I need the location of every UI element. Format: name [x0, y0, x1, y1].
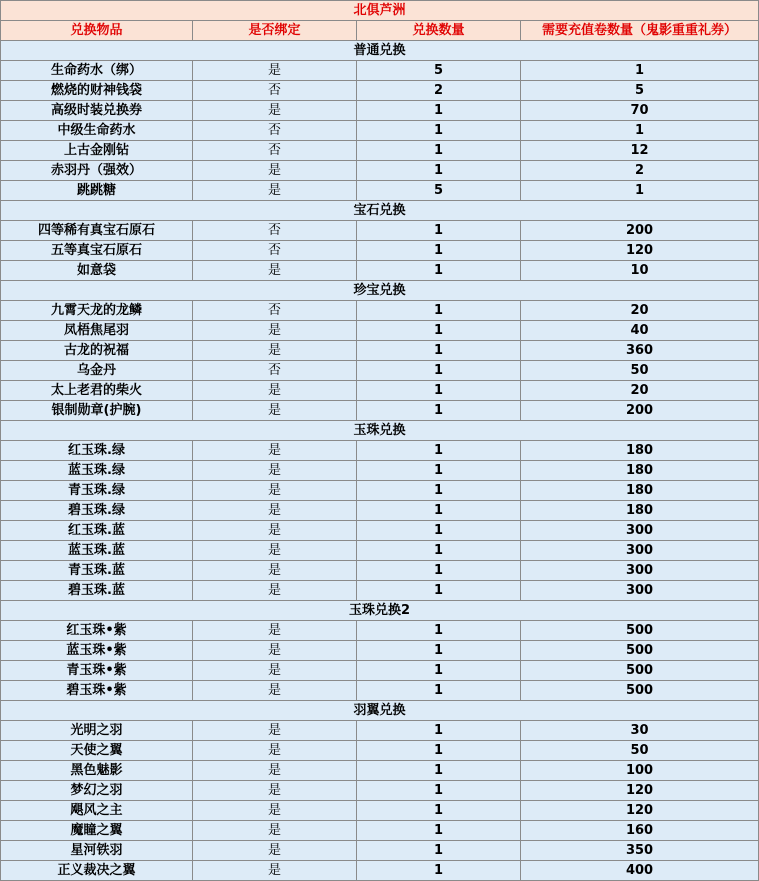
section-title: 宝石兑换 [1, 201, 759, 221]
exchange-quantity: 1 [357, 481, 521, 501]
exchange-quantity: 1 [357, 761, 521, 781]
voucher-cost: 200 [521, 401, 759, 421]
exchange-quantity: 1 [357, 841, 521, 861]
table-row [1, 661, 759, 681]
section-title: 玉珠兑换 [1, 421, 759, 441]
table-header-row [1, 21, 759, 41]
exchange-quantity: 1 [357, 261, 521, 281]
is-bound: 是 [193, 521, 357, 541]
table-row [1, 761, 759, 781]
exchange-quantity: 1 [357, 401, 521, 421]
exchange-quantity: 1 [357, 241, 521, 261]
table-row [1, 581, 759, 601]
table-row [1, 521, 759, 541]
voucher-cost: 300 [521, 561, 759, 581]
item-name: 蓝玉珠.蓝 [1, 541, 193, 561]
table-row [1, 241, 759, 261]
voucher-cost: 120 [521, 781, 759, 801]
section-row [1, 701, 759, 721]
table-row [1, 821, 759, 841]
table-row [1, 121, 759, 141]
item-name: 飓风之主 [1, 801, 193, 821]
is-bound: 否 [193, 361, 357, 381]
item-name: 中级生命药水 [1, 121, 193, 141]
table-row [1, 101, 759, 121]
exchange-quantity: 1 [357, 781, 521, 801]
voucher-cost: 1 [521, 61, 759, 81]
item-name: 凤梧焦尾羽 [1, 321, 193, 341]
voucher-cost: 2 [521, 161, 759, 181]
exchange-quantity: 1 [357, 561, 521, 581]
voucher-cost: 500 [521, 621, 759, 641]
voucher-cost: 350 [521, 841, 759, 861]
voucher-cost: 120 [521, 801, 759, 821]
exchange-quantity: 1 [357, 801, 521, 821]
table-row [1, 841, 759, 861]
table-title-row [1, 1, 759, 21]
voucher-cost: 400 [521, 861, 759, 881]
table-row [1, 361, 759, 381]
voucher-cost: 20 [521, 381, 759, 401]
exchange-quantity: 1 [357, 461, 521, 481]
exchange-quantity: 1 [357, 581, 521, 601]
table-row [1, 561, 759, 581]
item-name: 九霄天龙的龙鳞 [1, 301, 193, 321]
section-title: 羽翼兑换 [1, 701, 759, 721]
item-name: 如意袋 [1, 261, 193, 281]
exchange-quantity: 5 [357, 61, 521, 81]
voucher-cost: 100 [521, 761, 759, 781]
exchange-quantity: 1 [357, 861, 521, 881]
item-name: 红玉珠.蓝 [1, 521, 193, 541]
voucher-cost: 300 [521, 541, 759, 561]
is-bound: 是 [193, 861, 357, 881]
item-name: 红玉珠.绿 [1, 441, 193, 461]
voucher-cost: 40 [521, 321, 759, 341]
exchange-quantity: 1 [357, 721, 521, 741]
table-row [1, 401, 759, 421]
voucher-cost: 180 [521, 481, 759, 501]
item-name: 碧玉珠.蓝 [1, 581, 193, 601]
header-quantity: 兑换数量 [357, 21, 521, 41]
is-bound: 是 [193, 501, 357, 521]
voucher-cost: 5 [521, 81, 759, 101]
section-title: 珍宝兑换 [1, 281, 759, 301]
exchange-quantity: 1 [357, 101, 521, 121]
is-bound: 是 [193, 341, 357, 361]
is-bound: 否 [193, 241, 357, 261]
table-row [1, 261, 759, 281]
item-name: 碧玉珠•紫 [1, 681, 193, 701]
exchange-quantity: 2 [357, 81, 521, 101]
item-name: 魔瞳之翼 [1, 821, 193, 841]
voucher-cost: 360 [521, 341, 759, 361]
table-row [1, 141, 759, 161]
item-name: 五等真宝石原石 [1, 241, 193, 261]
item-name: 青玉珠•紫 [1, 661, 193, 681]
voucher-cost: 300 [521, 521, 759, 541]
is-bound: 否 [193, 121, 357, 141]
is-bound: 否 [193, 81, 357, 101]
section-row [1, 201, 759, 221]
item-name: 蓝玉珠.绿 [1, 461, 193, 481]
is-bound: 是 [193, 781, 357, 801]
exchange-quantity: 1 [357, 161, 521, 181]
section-row [1, 281, 759, 301]
is-bound: 是 [193, 641, 357, 661]
table-row [1, 681, 759, 701]
voucher-cost: 50 [521, 741, 759, 761]
table-row [1, 61, 759, 81]
is-bound: 是 [193, 481, 357, 501]
is-bound: 是 [193, 661, 357, 681]
voucher-cost: 180 [521, 441, 759, 461]
is-bound: 是 [193, 801, 357, 821]
voucher-cost: 50 [521, 361, 759, 381]
exchange-quantity: 5 [357, 181, 521, 201]
exchange-quantity: 1 [357, 621, 521, 641]
is-bound: 是 [193, 321, 357, 341]
voucher-cost: 180 [521, 461, 759, 481]
item-name: 上古金刚钻 [1, 141, 193, 161]
item-name: 太上老君的柴火 [1, 381, 193, 401]
table-row [1, 221, 759, 241]
table-row [1, 741, 759, 761]
is-bound: 是 [193, 621, 357, 641]
item-name: 正义裁决之翼 [1, 861, 193, 881]
is-bound: 是 [193, 841, 357, 861]
item-name: 古龙的祝福 [1, 341, 193, 361]
item-name: 梦幻之羽 [1, 781, 193, 801]
exchange-quantity: 1 [357, 821, 521, 841]
table-row [1, 861, 759, 881]
is-bound: 是 [193, 761, 357, 781]
item-name: 银制勋章(护腕) [1, 401, 193, 421]
table-row [1, 721, 759, 741]
table-row [1, 321, 759, 341]
item-name: 青玉珠.绿 [1, 481, 193, 501]
exchange-quantity: 1 [357, 441, 521, 461]
header-voucher-cost: 需要充值卷数量（鬼影重重礼券） [521, 21, 759, 41]
exchange-quantity: 1 [357, 141, 521, 161]
exchange-quantity: 1 [357, 541, 521, 561]
voucher-cost: 12 [521, 141, 759, 161]
voucher-cost: 160 [521, 821, 759, 841]
item-name: 天使之翼 [1, 741, 193, 761]
voucher-cost: 300 [521, 581, 759, 601]
table-row [1, 341, 759, 361]
item-name: 光明之羽 [1, 721, 193, 741]
table-row [1, 461, 759, 481]
item-name: 生命药水（绑） [1, 61, 193, 81]
voucher-cost: 120 [521, 241, 759, 261]
is-bound: 是 [193, 721, 357, 741]
item-name: 碧玉珠.绿 [1, 501, 193, 521]
is-bound: 是 [193, 821, 357, 841]
exchange-quantity: 1 [357, 641, 521, 661]
voucher-cost: 180 [521, 501, 759, 521]
table-row [1, 181, 759, 201]
item-name: 跳跳糖 [1, 181, 193, 201]
voucher-cost: 500 [521, 661, 759, 681]
item-name: 青玉珠.蓝 [1, 561, 193, 581]
table-row [1, 541, 759, 561]
is-bound: 否 [193, 141, 357, 161]
item-name: 四等稀有真宝石原石 [1, 221, 193, 241]
table-row [1, 81, 759, 101]
voucher-cost: 500 [521, 641, 759, 661]
exchange-quantity: 1 [357, 121, 521, 141]
is-bound: 是 [193, 381, 357, 401]
voucher-cost: 30 [521, 721, 759, 741]
section-row [1, 601, 759, 621]
table-row [1, 641, 759, 661]
item-name: 星河铁羽 [1, 841, 193, 861]
table-title: 北俱芦洲 [1, 1, 759, 21]
is-bound: 是 [193, 181, 357, 201]
is-bound: 是 [193, 441, 357, 461]
header-item: 兑换物品 [1, 21, 193, 41]
item-name: 燃烧的财神钱袋 [1, 81, 193, 101]
header-bound: 是否绑定 [193, 21, 357, 41]
voucher-cost: 500 [521, 681, 759, 701]
table-row [1, 301, 759, 321]
item-name: 红玉珠•紫 [1, 621, 193, 641]
item-name: 赤羽丹（强效） [1, 161, 193, 181]
item-name: 高级时装兑换券 [1, 101, 193, 121]
section-title: 玉珠兑换2 [1, 601, 759, 621]
is-bound: 否 [193, 221, 357, 241]
voucher-cost: 20 [521, 301, 759, 321]
table-row [1, 441, 759, 461]
section-row [1, 41, 759, 61]
is-bound: 是 [193, 541, 357, 561]
table-row [1, 161, 759, 181]
is-bound: 是 [193, 101, 357, 121]
is-bound: 是 [193, 61, 357, 81]
is-bound: 是 [193, 561, 357, 581]
exchange-table-body [1, 1, 759, 881]
exchange-quantity: 1 [357, 661, 521, 681]
voucher-cost: 70 [521, 101, 759, 121]
is-bound: 否 [193, 301, 357, 321]
voucher-cost: 1 [521, 121, 759, 141]
is-bound: 是 [193, 401, 357, 421]
exchange-quantity: 1 [357, 741, 521, 761]
is-bound: 是 [193, 681, 357, 701]
exchange-quantity: 1 [357, 361, 521, 381]
is-bound: 是 [193, 161, 357, 181]
exchange-quantity: 1 [357, 681, 521, 701]
exchange-quantity: 1 [357, 341, 521, 361]
exchange-quantity: 1 [357, 521, 521, 541]
exchange-quantity: 1 [357, 381, 521, 401]
is-bound: 是 [193, 581, 357, 601]
is-bound: 是 [193, 741, 357, 761]
section-row [1, 421, 759, 441]
item-name: 蓝玉珠•紫 [1, 641, 193, 661]
voucher-cost: 1 [521, 181, 759, 201]
voucher-cost: 10 [521, 261, 759, 281]
exchange-quantity: 1 [357, 221, 521, 241]
section-title: 普通兑换 [1, 41, 759, 61]
table-row [1, 621, 759, 641]
exchange-quantity: 1 [357, 301, 521, 321]
table-row [1, 481, 759, 501]
exchange-quantity: 1 [357, 501, 521, 521]
table-row [1, 381, 759, 401]
voucher-cost: 200 [521, 221, 759, 241]
item-name: 乌金丹 [1, 361, 193, 381]
item-name: 黑色魅影 [1, 761, 193, 781]
table-row [1, 501, 759, 521]
table-row [1, 801, 759, 821]
table-row [1, 781, 759, 801]
exchange-quantity: 1 [357, 321, 521, 341]
is-bound: 是 [193, 261, 357, 281]
is-bound: 是 [193, 461, 357, 481]
